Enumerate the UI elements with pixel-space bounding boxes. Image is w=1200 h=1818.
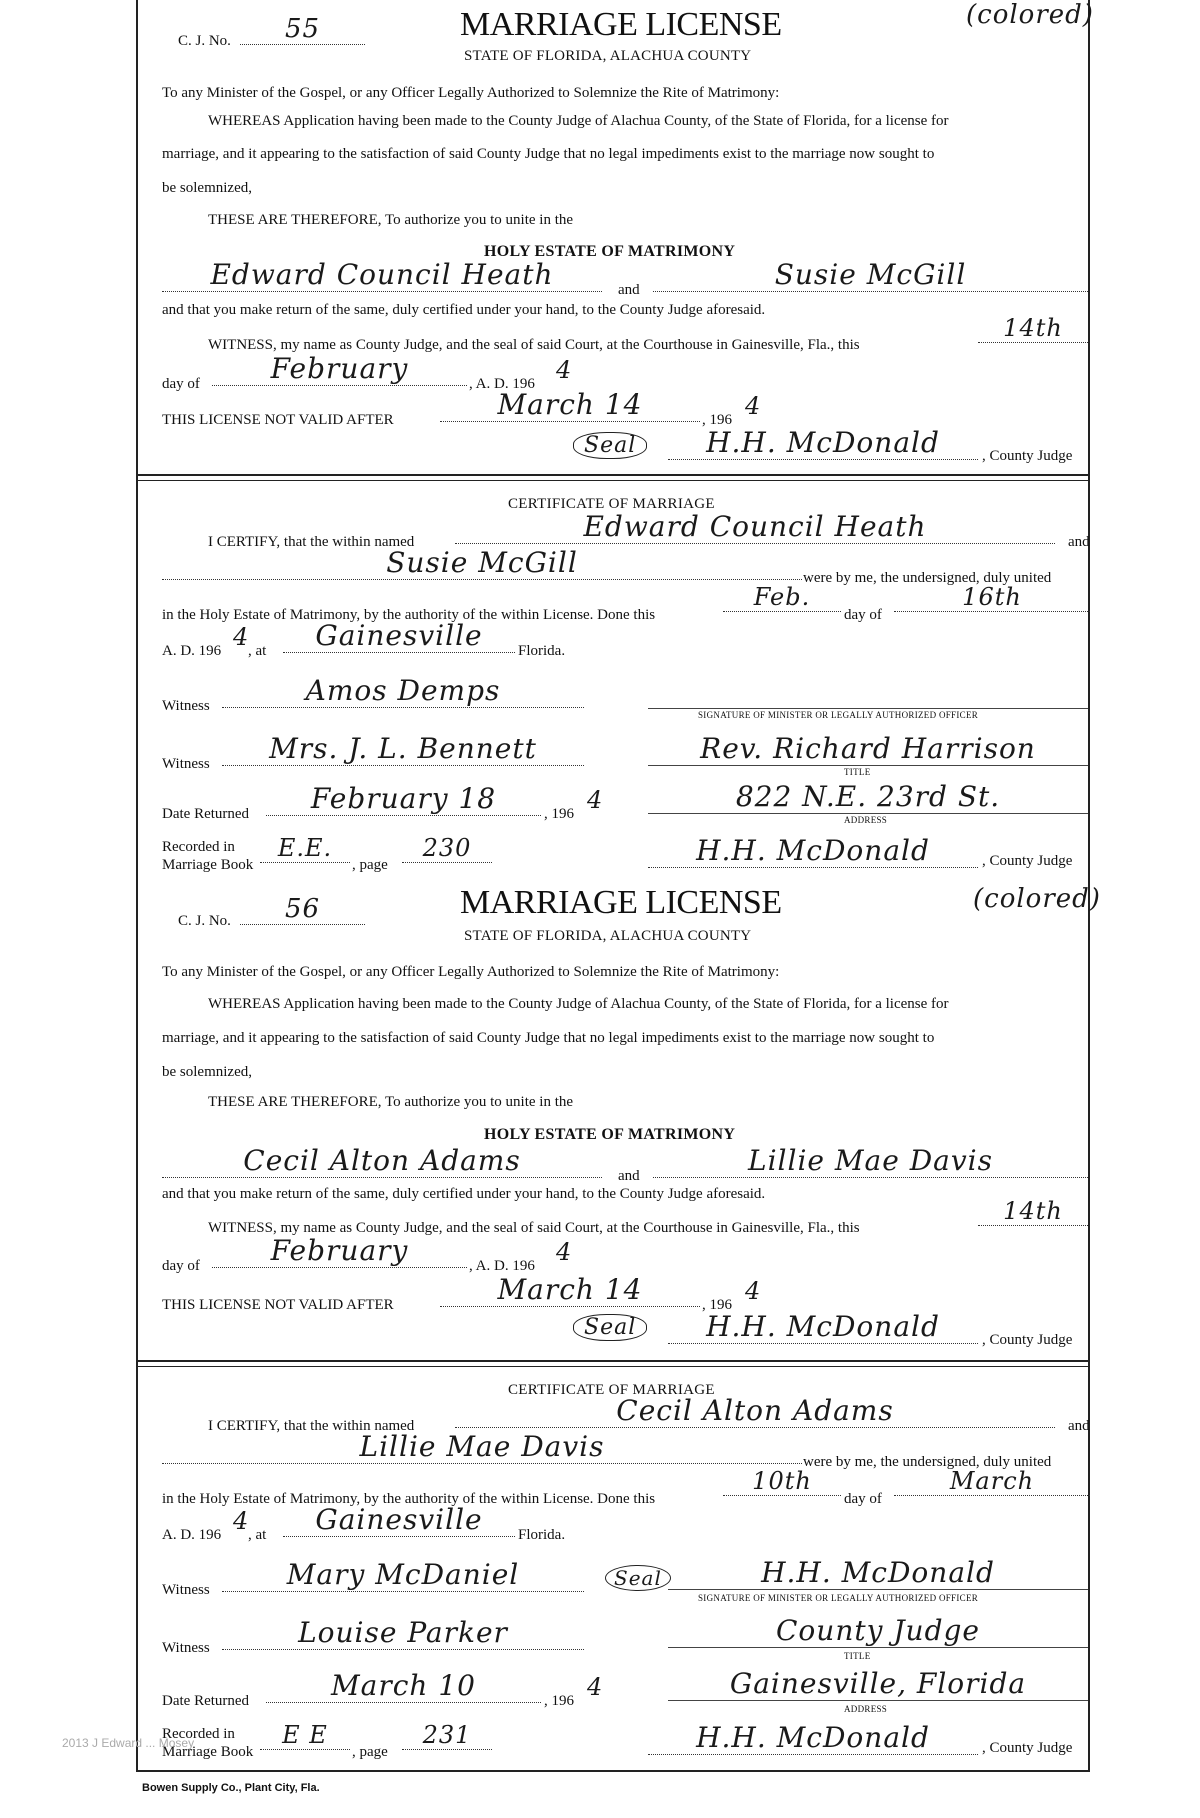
license-title: MARRIAGE LICENSE: [460, 884, 782, 921]
not-valid-label: THIS LICENSE NOT VALID AFTER: [162, 412, 394, 428]
certify-label: I CERTIFY, that the within named: [208, 1418, 415, 1434]
and-label: and: [1068, 534, 1090, 550]
ad-label: , A. D. 196: [469, 376, 535, 392]
cert-judge-signature: H.H. McDonald: [648, 834, 978, 868]
recorded-label-2: Marriage Book: [162, 857, 254, 873]
therefore-line: THESE ARE THEREFORE, To authorize you to unite in the: [208, 1094, 574, 1110]
recorded-label-1: Recorded in: [162, 1726, 235, 1742]
court-seal: Seal: [573, 432, 647, 459]
officer-address: 822 N.E. 23rd St.: [648, 780, 1088, 814]
address-label: ADDRESS: [844, 1704, 888, 1714]
cert-bride-name: Susie McGill: [162, 546, 802, 580]
bride-name: Susie McGill: [653, 258, 1088, 292]
cert-groom-name: Edward Council Heath: [455, 510, 1055, 544]
county-judge-label: , County Judge: [982, 1740, 1073, 1756]
at-label: , at: [248, 643, 267, 659]
license-year-digit: 4: [556, 356, 573, 384]
witness-line: WITNESS, my name as County Judge, and the seal of said Court, at the Courthouse in Gainesville, Fla., this: [208, 337, 860, 353]
therefore-line: THESE ARE THEREFORE, To authorize you to unite in the: [208, 212, 574, 228]
signature-label: SIGNATURE OF MINISTER OR LEGALLY AUTHORIZED OFFICER: [698, 710, 979, 720]
witness2-name: Louise Parker: [222, 1616, 584, 1650]
day-of-label: day of: [844, 607, 882, 623]
done-month: March: [894, 1467, 1090, 1496]
done-month: 16th: [894, 583, 1090, 612]
whereas-line-3: be solemnized,: [162, 1064, 252, 1080]
witness1-label: Witness: [162, 1582, 210, 1598]
florida-label: Florida.: [518, 1527, 566, 1543]
license-day: 14th: [978, 1197, 1088, 1226]
whereas-line-3: be solemnized,: [162, 180, 252, 196]
united-label: were by me, the undersigned, duly united: [803, 1454, 1052, 1470]
not-valid-year-label: , 196: [702, 1297, 732, 1313]
not-valid-year-digit: 4: [745, 392, 762, 420]
title-label: TITLE: [844, 767, 871, 777]
not-valid-year-label: , 196: [702, 412, 732, 428]
judge-signature: H.H. McDonald: [668, 426, 978, 460]
section-divider: [138, 1360, 1088, 1367]
witness1-name: Mary McDaniel: [222, 1558, 584, 1592]
ad-label: , A. D. 196: [469, 1258, 535, 1274]
witness2-label: Witness: [162, 1640, 210, 1656]
address-label: ADDRESS: [844, 815, 888, 825]
return-line: and that you make return of the same, duly certified under your hand, to the County Judge aforesaid.: [162, 302, 766, 318]
signature-line: [648, 708, 1088, 709]
cert-groom-name: Cecil Alton Adams: [455, 1394, 1055, 1428]
not-valid-date: March 14: [440, 1273, 700, 1307]
license-subtitle: STATE OF FLORIDA, ALACHUA COUNTY: [464, 48, 752, 64]
and-label: and: [618, 1168, 640, 1184]
page-label: , page: [352, 857, 388, 873]
and-label: and: [618, 282, 640, 298]
groom-name: Edward Council Heath: [162, 258, 602, 292]
returned-year-digit: 4: [587, 1673, 604, 1701]
return-line: and that you make return of the same, duly certified under your hand, to the County Judge aforesaid.: [162, 1186, 766, 1202]
race-note: (colored): [973, 884, 1101, 914]
book-page: 231: [402, 1721, 492, 1750]
cert-place: Gainesville: [283, 1503, 515, 1537]
county-judge-label: , County Judge: [982, 448, 1073, 464]
certificate-heading: CERTIFICATE OF MARRIAGE: [508, 496, 715, 512]
witness2-label: Witness: [162, 756, 210, 772]
whereas-line-2: marriage, and it appearing to the satisfaction of said County Judge that no legal impediments exist to the marriage now sought to: [162, 146, 935, 162]
ad-label: A. D. 196: [162, 1527, 222, 1543]
florida-label: Florida.: [518, 643, 566, 659]
not-valid-label: THIS LICENSE NOT VALID AFTER: [162, 1297, 394, 1313]
race-note: (colored): [966, 0, 1094, 30]
license-month: February: [212, 352, 467, 386]
address-line: To any Minister of the Gospel, or any Officer Legally Authorized to Solemnize the Rite of Matrimony:: [162, 964, 780, 980]
cert-judge-signature: H.H. McDonald: [648, 1721, 978, 1755]
united-label: were by me, the undersigned, duly united: [803, 570, 1052, 586]
bride-name: Lillie Mae Davis: [653, 1144, 1088, 1178]
marriage-book: E.E.: [260, 834, 350, 863]
witness2-name: Mrs. J. L. Bennett: [222, 732, 584, 766]
cj-number: 56: [240, 894, 365, 925]
holy-line: in the Holy Estate of Matrimony, by the authority of the within License. Done this: [162, 1491, 656, 1507]
recorded-label-1: Recorded in: [162, 839, 235, 855]
cert-place: Gainesville: [283, 619, 515, 653]
recorded-label-2: Marriage Book: [162, 1744, 254, 1760]
witness-line: WITNESS, my name as County Judge, and the seal of said Court, at the Courthouse in Gainesville, Fla., this: [208, 1220, 860, 1236]
returned-year-label: , 196: [544, 1693, 574, 1709]
cert-year-digit: 4: [233, 623, 250, 651]
done-day: Feb.: [723, 583, 841, 612]
at-label: , at: [248, 1527, 267, 1543]
whereas-line-2: marriage, and it appearing to the satisfaction of said County Judge that no legal impediments exist to the marriage now sought to: [162, 1030, 935, 1046]
witness1-name: Amos Demps: [222, 674, 584, 708]
holy-line: in the Holy Estate of Matrimony, by the authority of the within License. Done this: [162, 607, 656, 623]
bottom-border: [136, 1770, 1090, 1772]
day-of-label: day of: [162, 376, 200, 392]
court-seal: Seal: [573, 1314, 647, 1341]
day-of-label: day of: [162, 1258, 200, 1274]
date-returned: March 10: [266, 1669, 541, 1703]
marriage-book: E E: [260, 1721, 350, 1750]
cj-label: C. J. No.: [178, 913, 231, 929]
license-month: February: [212, 1234, 467, 1268]
document-sheet: [8, 0, 1188, 1818]
cert-bride-name: Lillie Mae Davis: [162, 1430, 802, 1464]
license-day: 14th: [978, 314, 1088, 343]
watermark: 2013 J Edward ... Mosey: [62, 1736, 195, 1750]
printer-credit: Bowen Supply Co., Plant City, Fla.: [142, 1782, 320, 1794]
officer-seal: Seal: [605, 1565, 671, 1591]
groom-name: Cecil Alton Adams: [162, 1144, 602, 1178]
page-label: , page: [352, 1744, 388, 1760]
license-title: MARRIAGE LICENSE: [460, 6, 782, 43]
ad-label: A. D. 196: [162, 643, 222, 659]
not-valid-year-digit: 4: [745, 1277, 762, 1305]
cert-year-digit: 4: [233, 1507, 250, 1535]
county-judge-label: , County Judge: [982, 853, 1073, 869]
returned-year-digit: 4: [587, 786, 604, 814]
signature-label: SIGNATURE OF MINISTER OR LEGALLY AUTHORIZED OFFICER: [698, 1593, 979, 1603]
witness1-label: Witness: [162, 698, 210, 714]
cj-label: C. J. No.: [178, 33, 231, 49]
date-returned: February 18: [266, 782, 541, 816]
whereas-line-1: WHEREAS Application having been made to the County Judge of Alachua County, of the State of Florida, for a license for: [208, 113, 949, 129]
book-page: 230: [402, 834, 492, 863]
not-valid-date: March 14: [440, 388, 700, 422]
returned-year-label: , 196: [544, 806, 574, 822]
holy-estate-heading: HOLY ESTATE OF MATRIMONY: [484, 243, 736, 260]
certificate-heading: CERTIFICATE OF MARRIAGE: [508, 1382, 715, 1398]
officer-title: County Judge: [668, 1614, 1088, 1648]
officer-signature: Rev. Richard Harrison: [648, 732, 1088, 766]
license-year-digit: 4: [556, 1238, 573, 1266]
holy-estate-heading: HOLY ESTATE OF MATRIMONY: [484, 1126, 736, 1143]
date-returned-label: Date Returned: [162, 806, 250, 822]
officer-signature: H.H. McDonald: [668, 1556, 1088, 1590]
whereas-line-1: WHEREAS Application having been made to the County Judge of Alachua County, of the State of Florida, for a license for: [208, 996, 949, 1012]
title-label: TITLE: [844, 1651, 871, 1661]
county-judge-label: , County Judge: [982, 1332, 1073, 1348]
section-divider: [138, 474, 1088, 481]
day-of-label: day of: [844, 1491, 882, 1507]
judge-signature: H.H. McDonald: [668, 1310, 978, 1344]
officer-address: Gainesville, Florida: [668, 1667, 1088, 1701]
and-label: and: [1068, 1418, 1090, 1434]
certify-label: I CERTIFY, that the within named: [208, 534, 415, 550]
done-day: 10th: [723, 1467, 841, 1496]
address-line: To any Minister of the Gospel, or any Officer Legally Authorized to Solemnize the Rite of Matrimony:: [162, 85, 780, 101]
cj-number: 55: [240, 14, 365, 45]
date-returned-label: Date Returned: [162, 1693, 250, 1709]
license-subtitle: STATE OF FLORIDA, ALACHUA COUNTY: [464, 928, 752, 944]
